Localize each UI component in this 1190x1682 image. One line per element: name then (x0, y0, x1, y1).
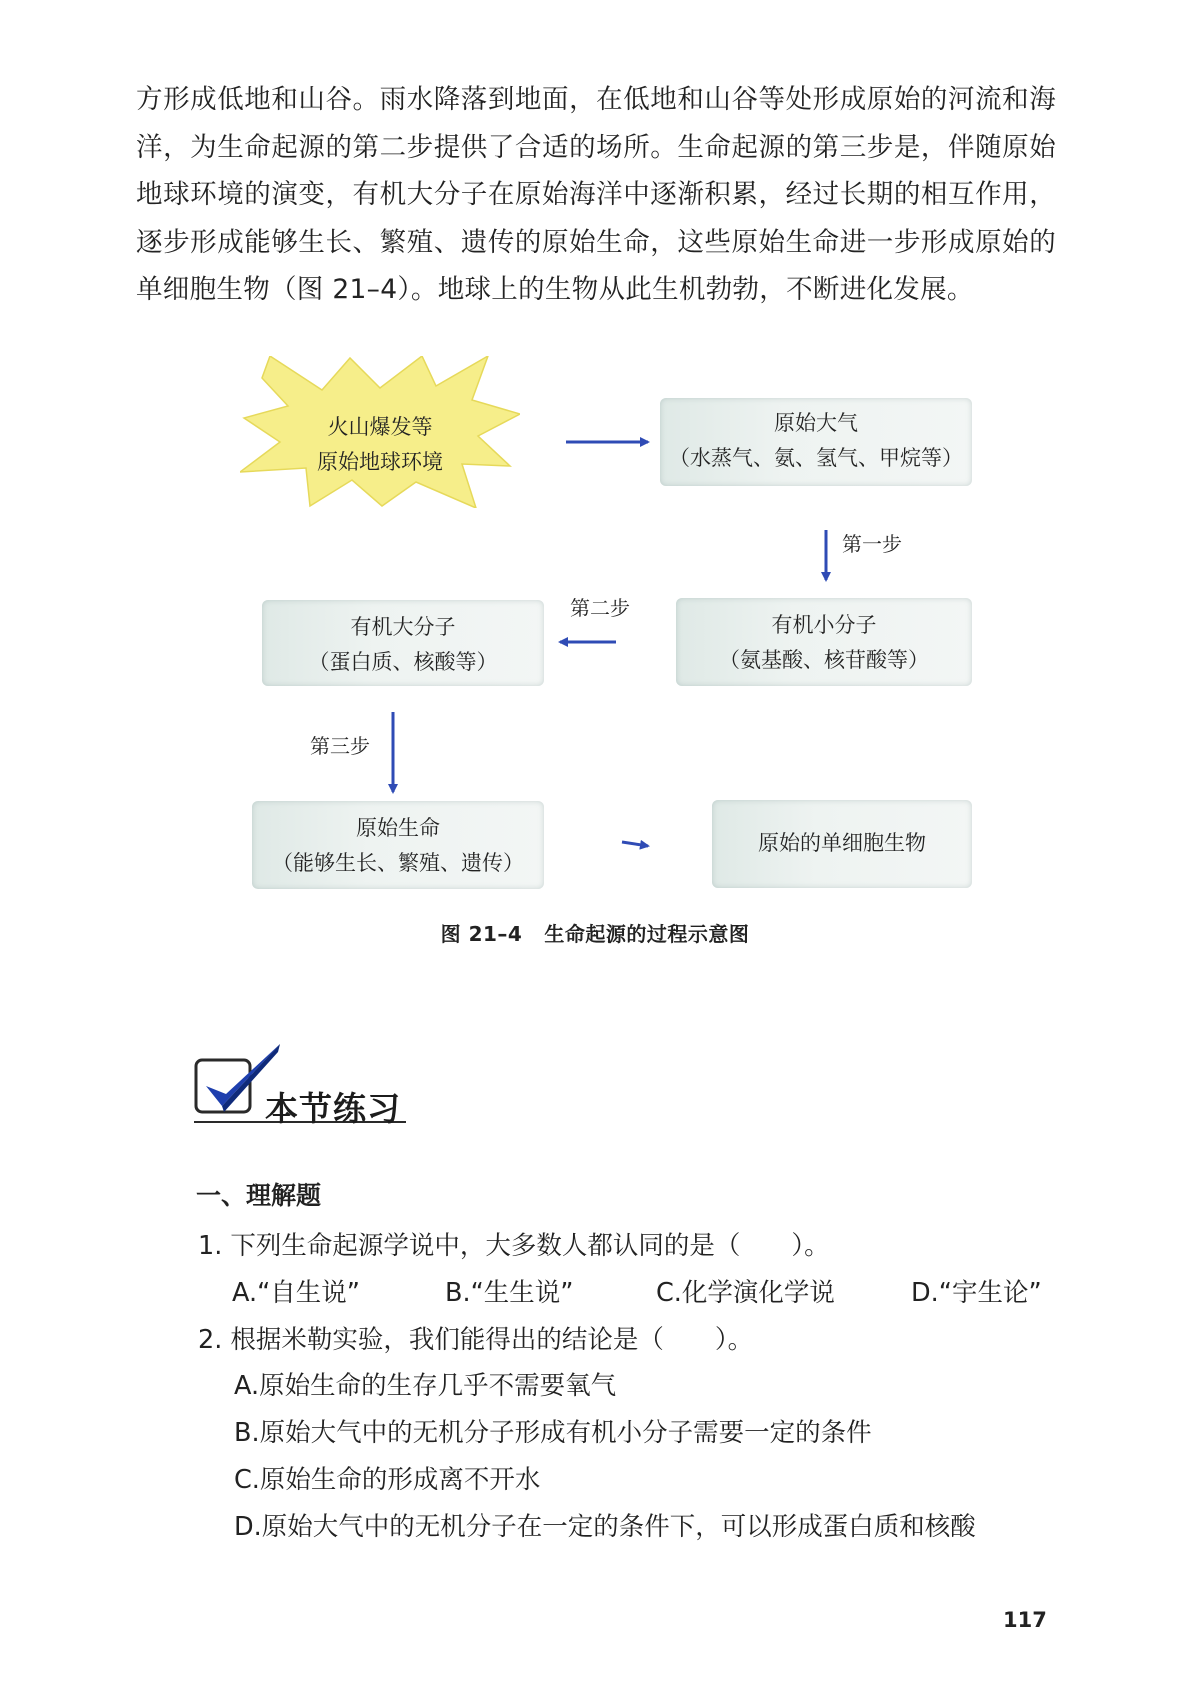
question-2-option-c: C.原始生命的形成离不开水 (234, 1465, 541, 1495)
volcano-line-1: 火山爆发等 (327, 415, 433, 439)
question-2-option-b: B.原始大气中的无机分子形成有机小分子需要一定的条件 (234, 1418, 872, 1448)
question-1-option-d: D.“宇生论” (911, 1278, 1042, 1308)
page-number: 117 (1003, 1608, 1047, 1632)
single-cell-title: 原始的单细胞生物 (758, 831, 926, 855)
figure-number: 图 21–4 (440, 922, 523, 946)
atmosphere-title: 原始大气 (774, 411, 858, 435)
question-1-option-a: A.“自生说” (232, 1278, 361, 1308)
volcano-line-2: 原始地球环境 (317, 450, 443, 474)
question-1-option-b: B.“生生说” (445, 1278, 574, 1308)
small-molecules-detail: （氨基酸、核苷酸等） (719, 648, 929, 672)
step-2-label: 第二步 (570, 596, 630, 620)
primitive-life-title: 原始生命 (356, 816, 440, 840)
exercise-heading: 一、理解题 (196, 1181, 322, 1210)
intro-paragraph: 方形成低地和山谷。雨水降落到地面，在低地和山谷等处形成原始的河流和海洋，为生命起源的第二步提供了合适的场所。生命起源的第三步是，伴随原始地球环境的演变，有机大分子在原始海洋中逐渐积累，经过长期的相互作用，逐步形成能够生长、繁殖、遗传的原始生命，这些原始生命进一步形成原始的单细胞生物（图 21–4）。地球上的生物从此生机勃勃，不断进化发展。 (136, 84, 1056, 305)
macromolecules-title: 有机大分子 (350, 615, 456, 639)
macromolecules-detail: （蛋白质、核酸等） (308, 650, 498, 674)
question-2-option-d: D.原始大气中的无机分子在一定的条件下，可以形成蛋白质和核酸 (234, 1512, 976, 1542)
step-1-label: 第一步 (842, 532, 902, 556)
question-2-stem: 2. 根据米勒实验，我们能得出的结论是（ ）。 (198, 1325, 754, 1355)
primitive-life-detail: （能够生长、繁殖、遗传） (272, 851, 524, 875)
question-1-option-c: C.化学演化学说 (656, 1278, 835, 1308)
figure-caption (0, 918, 1190, 947)
question-2-option-a: A.原始生命的生存几乎不需要氧气 (234, 1371, 617, 1401)
step-3-label: 第三步 (310, 734, 370, 758)
question-1-stem: 1. 下列生命起源学说中，大多数人都认同的是（ ）。 (198, 1231, 830, 1261)
small-molecules-title: 有机小分子 (771, 613, 877, 637)
figure-caption-text: 生命起源的过程示意图 (544, 922, 750, 946)
arrow-life-to-cell (622, 842, 648, 846)
atmosphere-detail: （水蒸气、氨、氢气、甲烷等） (669, 446, 963, 470)
section-title: 本节练习 (265, 1089, 401, 1128)
